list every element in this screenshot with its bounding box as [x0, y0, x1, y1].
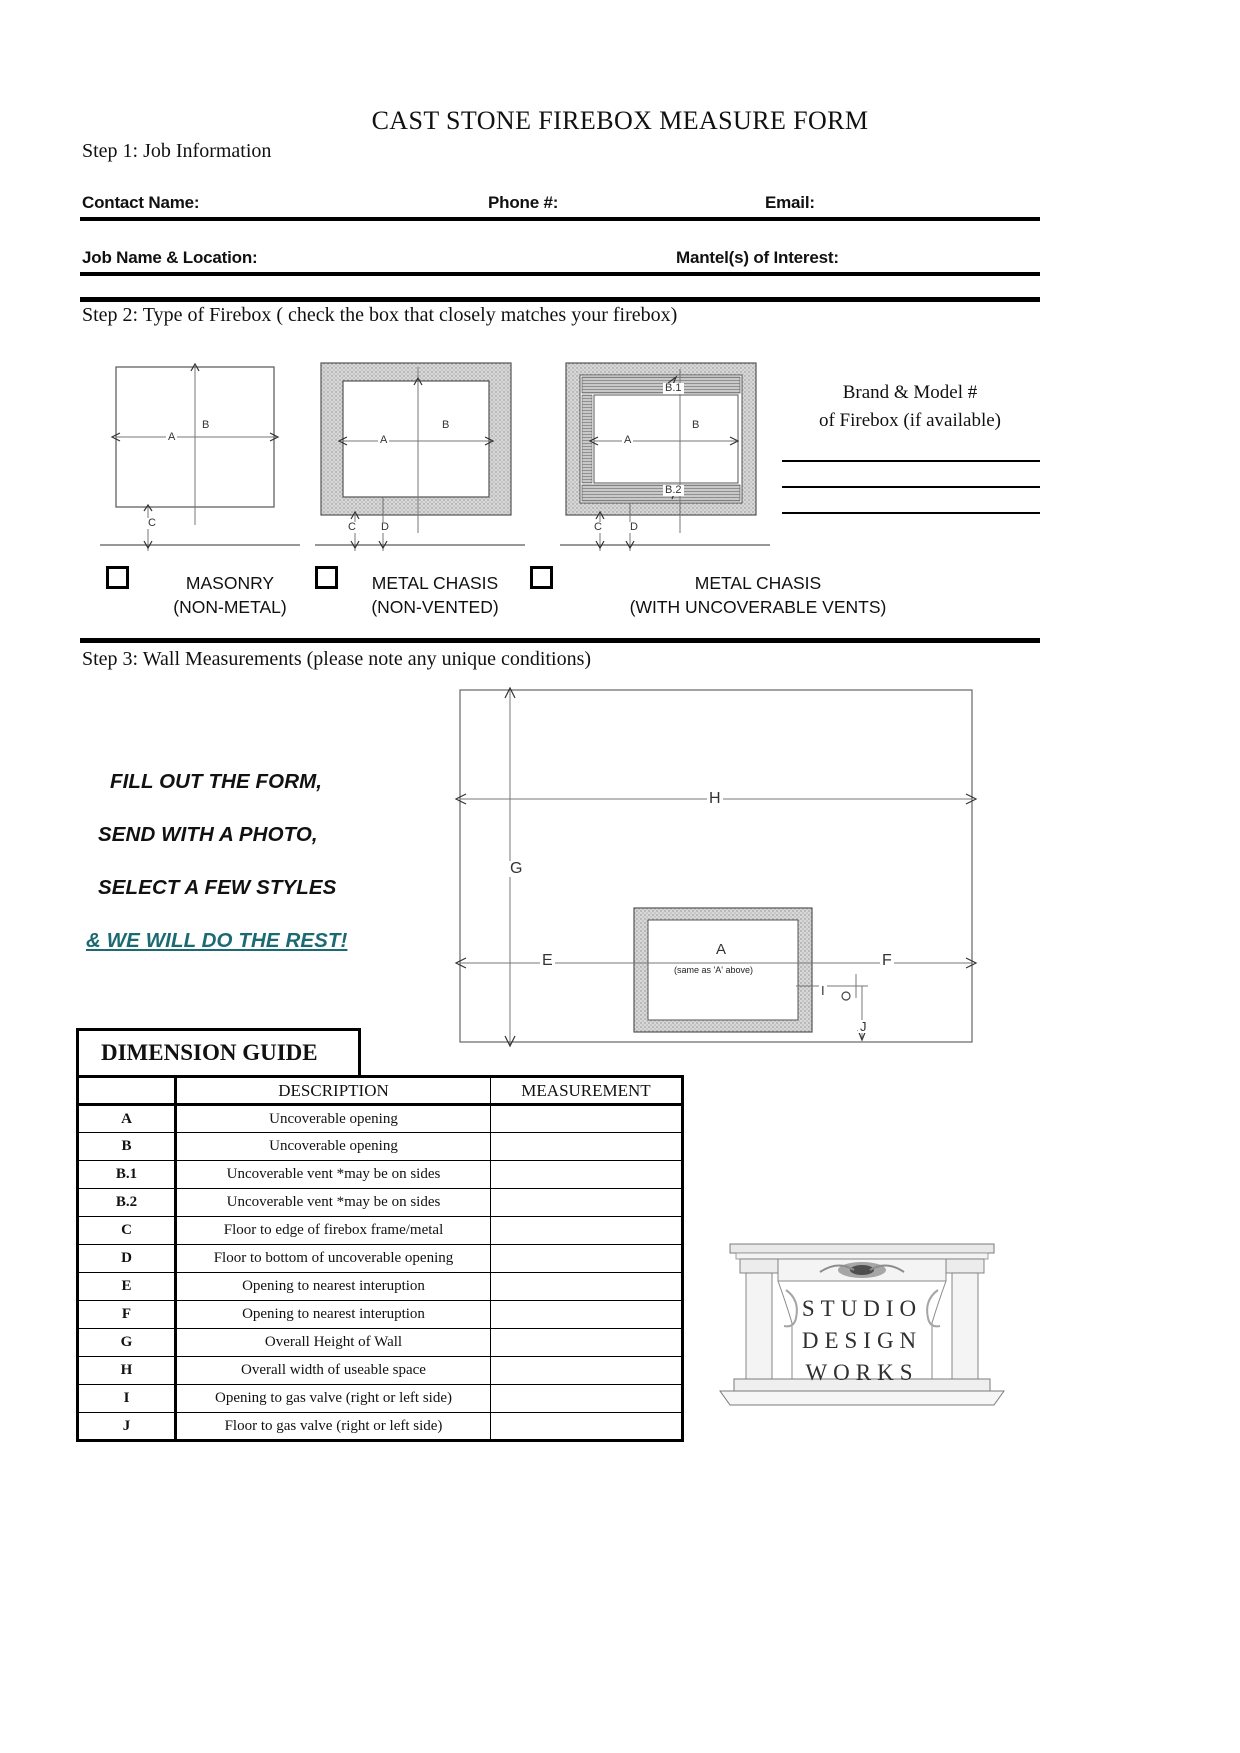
row-measurement-input[interactable] [491, 1357, 683, 1385]
table-row [78, 1273, 683, 1301]
brand-write-line-3[interactable] [782, 512, 1040, 514]
row-measurement-input[interactable] [491, 1217, 683, 1245]
firebox-diagram-masonry [100, 355, 300, 555]
row-measurement-input[interactable] [491, 1189, 683, 1217]
brand-note-line-2: of Firebox (if available) [818, 410, 1001, 431]
table-header-row [78, 1077, 683, 1105]
checkbox-metal-nonvented-label-line1: METAL CHASIS [371, 573, 499, 593]
wall-label-a-note: (same as 'A' above) [674, 965, 753, 975]
checkbox-metal-vented-label-line1: METAL CHASIS [694, 573, 822, 593]
logo-word-works: WORKS [805, 1360, 919, 1385]
phone-label: Phone #: [488, 193, 559, 212]
row-key-b-2: B.2 [78, 1189, 176, 1217]
wall-label-g: G [510, 860, 523, 877]
checkbox-metal-nonvented-label-line2: (NON-VENTED) [371, 596, 499, 617]
wall-label-h: H [709, 790, 721, 807]
job-name-location-label: Job Name & Location: [82, 248, 258, 267]
brand-write-line-1[interactable] [782, 460, 1040, 462]
diagram2-label-d: D [381, 521, 389, 533]
diagram1-label-c: C [148, 517, 156, 529]
step-3-heading: Step 3: Wall Measurements (please note any unique conditions) [82, 648, 592, 670]
job-row-rule[interactable] [80, 272, 1040, 276]
table-row [78, 1105, 683, 1133]
wall-label-e: E [542, 952, 553, 969]
row-description: Uncoverable opening [176, 1105, 491, 1133]
table-row [78, 1133, 683, 1161]
diagram2-label-a: A [380, 434, 388, 446]
slogan-line-1: FILL OUT THE FORM, [110, 770, 323, 793]
diagram1-label-a: A [168, 431, 176, 443]
step-1-heading: Step 1: Job Information [82, 140, 272, 162]
mantels-of-interest-label: Mantel(s) of Interest: [676, 248, 839, 267]
row-description: Overall Height of Wall [176, 1329, 491, 1357]
brand-write-line-2[interactable] [782, 486, 1040, 488]
table-row [78, 1161, 683, 1189]
studio-design-works-logo [712, 1238, 1012, 1418]
wall-measurement-diagram [448, 686, 978, 1054]
row-description: Uncoverable vent *may be on sides [176, 1189, 491, 1217]
section-divider-1 [80, 297, 1040, 302]
row-key-c: C [78, 1217, 176, 1245]
wall-label-f: F [882, 952, 892, 969]
slogan-line-3: SELECT A FEW STYLES [98, 876, 337, 899]
diagram2-label-b: B [442, 419, 450, 431]
row-measurement-input[interactable] [491, 1385, 683, 1413]
row-measurement-input[interactable] [491, 1161, 683, 1189]
row-description: Uncoverable opening [176, 1133, 491, 1161]
diagram3-label-b1: B.1 [665, 382, 682, 394]
table-row [78, 1301, 683, 1329]
row-key-d: D [78, 1245, 176, 1273]
diagram3-label-d: D [630, 521, 638, 533]
row-description: Uncoverable vent *may be on sides [176, 1161, 491, 1189]
wall-label-j: J [860, 1019, 867, 1034]
slogan-line-2: SEND WITH A PHOTO, [98, 823, 318, 846]
brand-note-line-1: Brand & Model # [842, 382, 978, 403]
section-divider-2 [80, 638, 1040, 643]
mantel-logo-graphic [712, 1238, 1012, 1413]
dimension-guide-table [76, 1075, 684, 1442]
row-description: Floor to gas valve (right or left side) [176, 1413, 491, 1441]
row-measurement-input[interactable] [491, 1413, 683, 1441]
slogan-line-4: & WE WILL DO THE REST! [86, 929, 348, 952]
checkbox-metal-vented-label-line2: (WITH UNCOVERABLE VENTS) [629, 596, 887, 617]
row-measurement-input[interactable] [491, 1301, 683, 1329]
row-description: Overall width of useable space [176, 1357, 491, 1385]
checkbox-masonry-label-line1: MASONRY [185, 573, 275, 593]
diagram3-label-c: C [594, 521, 602, 533]
dimension-guide-title: DIMENSION GUIDE [76, 1028, 361, 1078]
row-description: Opening to nearest interuption [176, 1301, 491, 1329]
diagram3-label-b: B [692, 419, 700, 431]
diagram3-label-b2: B.2 [665, 484, 682, 496]
email-label: Email: [765, 193, 815, 212]
row-key-e: E [78, 1273, 176, 1301]
row-key-g: G [78, 1329, 176, 1357]
row-key-i: I [78, 1385, 176, 1413]
row-description: Opening to gas valve (right or left side) [176, 1385, 491, 1413]
row-key-j: J [78, 1413, 176, 1441]
diagram1-label-b: B [202, 419, 210, 431]
row-measurement-input[interactable] [491, 1329, 683, 1357]
row-measurement-input[interactable] [491, 1245, 683, 1273]
row-description: Opening to nearest interuption [176, 1273, 491, 1301]
diagram3-label-a: A [624, 434, 632, 446]
page-title: CAST STONE FIREBOX MEASURE FORM [371, 106, 869, 135]
row-key-f: F [78, 1301, 176, 1329]
table-row [78, 1217, 683, 1245]
row-description: Floor to bottom of uncoverable opening [176, 1245, 491, 1273]
contact-row-rule[interactable] [80, 217, 1040, 221]
table-row [78, 1189, 683, 1217]
table-row [78, 1413, 683, 1441]
step-2-heading: Step 2: Type of Firebox ( check the box that closely matches your firebox) [82, 304, 678, 326]
contact-name-label: Contact Name: [82, 193, 200, 212]
row-key-h: H [78, 1357, 176, 1385]
column-header-measurement: MEASUREMENT [491, 1077, 683, 1105]
row-measurement-input[interactable] [491, 1133, 683, 1161]
wall-label-i: I [821, 983, 825, 998]
row-key-b-1: B.1 [78, 1161, 176, 1189]
checkbox-masonry-label-line2: (NON-METAL) [173, 596, 287, 617]
row-measurement-input[interactable] [491, 1105, 683, 1133]
table-row [78, 1245, 683, 1273]
logo-word-design: DESIGN [801, 1328, 923, 1353]
row-key-a: A [78, 1105, 176, 1133]
row-key-b: B [78, 1133, 176, 1161]
diagram2-label-c: C [348, 521, 356, 533]
row-description: Floor to edge of firebox frame/metal [176, 1217, 491, 1245]
logo-word-studio: STUDIO [801, 1296, 923, 1321]
table-row [78, 1329, 683, 1357]
wall-label-a: A [716, 941, 727, 958]
column-header-key [78, 1077, 176, 1105]
row-measurement-input[interactable] [491, 1273, 683, 1301]
dimension-guide [76, 1028, 681, 1442]
table-row [78, 1357, 683, 1385]
table-row [78, 1385, 683, 1413]
column-header-description: DESCRIPTION [176, 1077, 491, 1105]
